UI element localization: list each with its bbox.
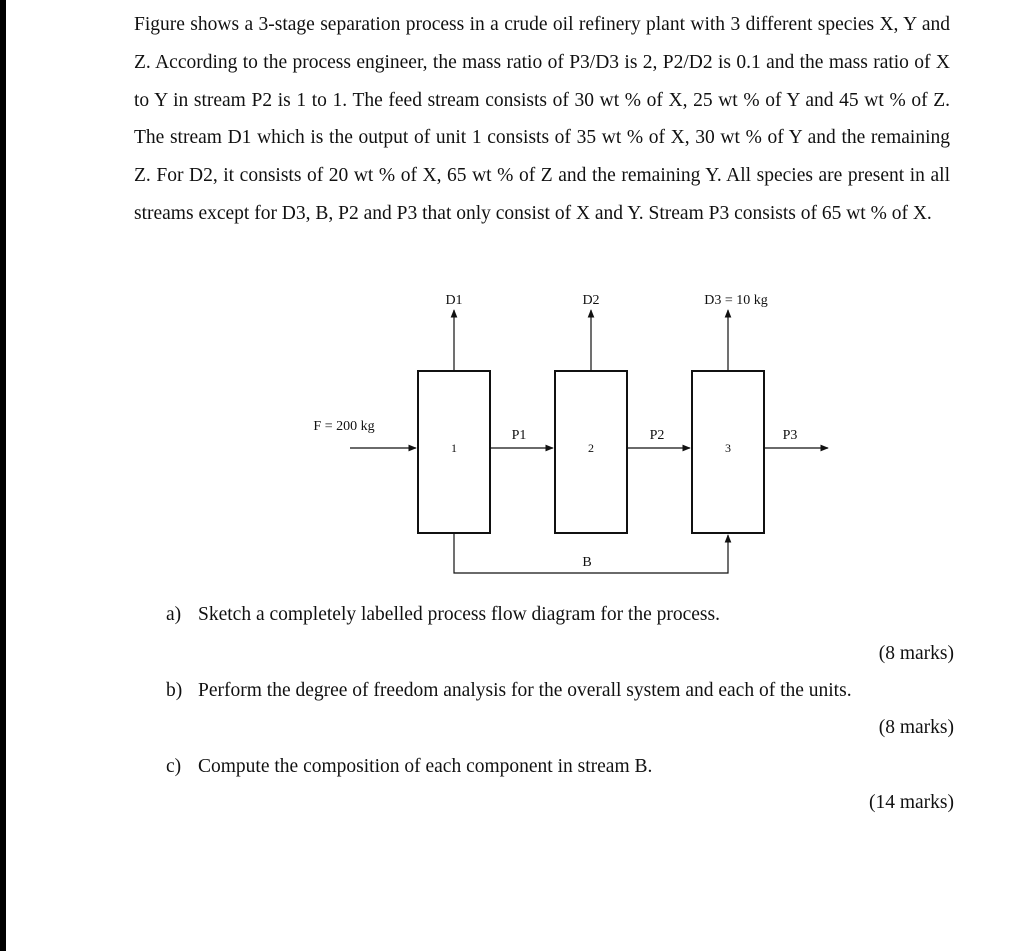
question-c-text: Compute the composition of each component in stream B. <box>198 756 653 777</box>
process-flow-diagram <box>290 282 850 587</box>
question-c-label: c) <box>166 756 182 777</box>
problem-statement: Figure shows a 3-stage separation process in a crude oil refinery plant with 3 different species X, Y and Z. According to the process engineer, the mass ratio of P3/D3 is 2, P2/D2 is 0.1 and the mass ratio of X to Y in stream P2 is 1 to 1. The feed stream consists of 30 wt % of X, 25 wt % of Y and 45 wt % of Z. The stream D1 which is the output of unit 1 consists of 35 wt % of X, 30 wt % of Y and the remaining Z. For D2, it consists of 20 wt % of X, 65 wt % of Z and the remaining Y. All species are present in all streams except for D3, B, P2 and P3 that only consist of X and Y. Stream P3 consists of 65 wt % of X. <box>134 14 950 224</box>
question-b <box>166 680 852 702</box>
p1-label: P1 <box>511 428 527 443</box>
unit-1-label: 1 <box>451 441 457 455</box>
p2-label: P2 <box>649 428 665 443</box>
p3-label: P3 <box>782 428 798 443</box>
question-a <box>166 604 720 626</box>
question-b-marks: (8 marks) <box>878 717 954 738</box>
feed-label: F = 200 kg <box>313 419 375 434</box>
question-a-label: a) <box>166 604 182 625</box>
d2-label: D2 <box>582 293 600 308</box>
question-a-text: Sketch a completely labelled process flow diagram for the process. <box>198 604 720 625</box>
question-b-label: b) <box>166 680 183 701</box>
unit-3-label: 3 <box>725 441 731 455</box>
question-b-text: Perform the degree of freedom analysis for the overall system and each of the units. <box>198 680 852 701</box>
question-c-marks: (14 marks) <box>868 792 954 813</box>
unit-2-label: 2 <box>588 441 594 455</box>
d3-label: D3 = 10 kg <box>704 293 768 308</box>
left-border <box>0 0 6 951</box>
d1-label: D1 <box>445 293 463 308</box>
question-a-marks: (8 marks) <box>878 643 954 664</box>
question-c <box>166 756 652 778</box>
b-label: B <box>582 555 592 570</box>
